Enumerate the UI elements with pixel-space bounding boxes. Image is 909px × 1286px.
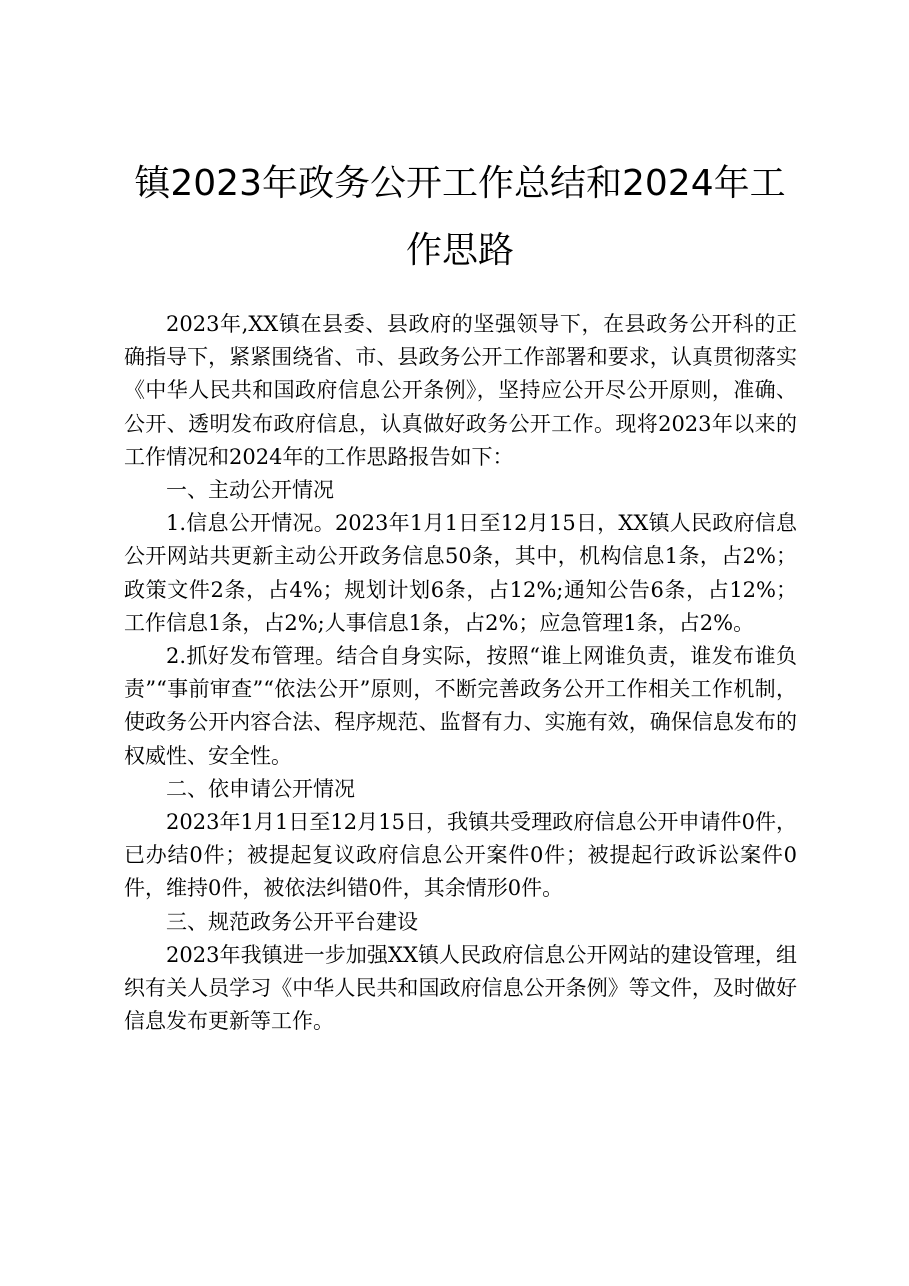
intro-paragraph: 2023年,XX镇在县委、县政府的坚强领导下，在县政务公开科的正确指导下，紧紧围绕省、市、县政务公开工作部署和要求，认真贯彻落实《中华人民共和国政府信息公开条例》，坚持应公开尽公开原则，准确、公开、透明发布政府信息，认真做好政务公开工作。现将2023年以来的工作情况和2024年的工作思路报告如下： xyxy=(124,312,797,469)
paragraph-release-management: 2.抓好发布管理。结合自身实际，按照“谁上网谁负责，谁发布谁负责”“事前审查”“依法公开”原则，不断完善政务公开工作相关工作机制，使政务公开内容合法、程序规范、监督有力、实施有效，确保信息发布的权威性、安全性。 xyxy=(124,644,797,768)
section-heading-2: 二、依申请公开情况 xyxy=(166,776,355,801)
document-body xyxy=(124,308,797,1038)
section-heading-3: 三、规范政务公开平台建设 xyxy=(166,909,418,934)
section-heading-1: 一、主动公开情况 xyxy=(166,478,334,503)
paragraph-application-disclosure: 2023年1月1日至12月15日，我镇共受理政府信息公开申请件0件，已办结0件；被提起复议政府信息公开案件0件；被提起行政诉讼案件0件，维持0件，被依法纠错0件，其余情形0件。 xyxy=(124,810,797,901)
document-title: 镇2023年政务公开工作总结和2024年工作思路 xyxy=(134,163,786,271)
paragraph-info-disclosure: 1.信息公开情况。2023年1月1日至12月15日，XX镇人民政府信息公开网站共更新主动公开政务信息50条，其中，机构信息1条，占2%；政策文件2条，占4%；规划计划6条，占12%;通知公告6条，占12%；工作信息1条，占2%;人事信息1条，占2%；应急管理1条，占2%。 xyxy=(124,511,797,635)
paragraph-platform-construction: 2023年我镇进一步加强XX镇人民政府信息公开网站的建设管理，组织有关人员学习《中华人民共和国政府信息公开条例》等文件，及时做好信息发布更新等工作。 xyxy=(124,942,797,1034)
